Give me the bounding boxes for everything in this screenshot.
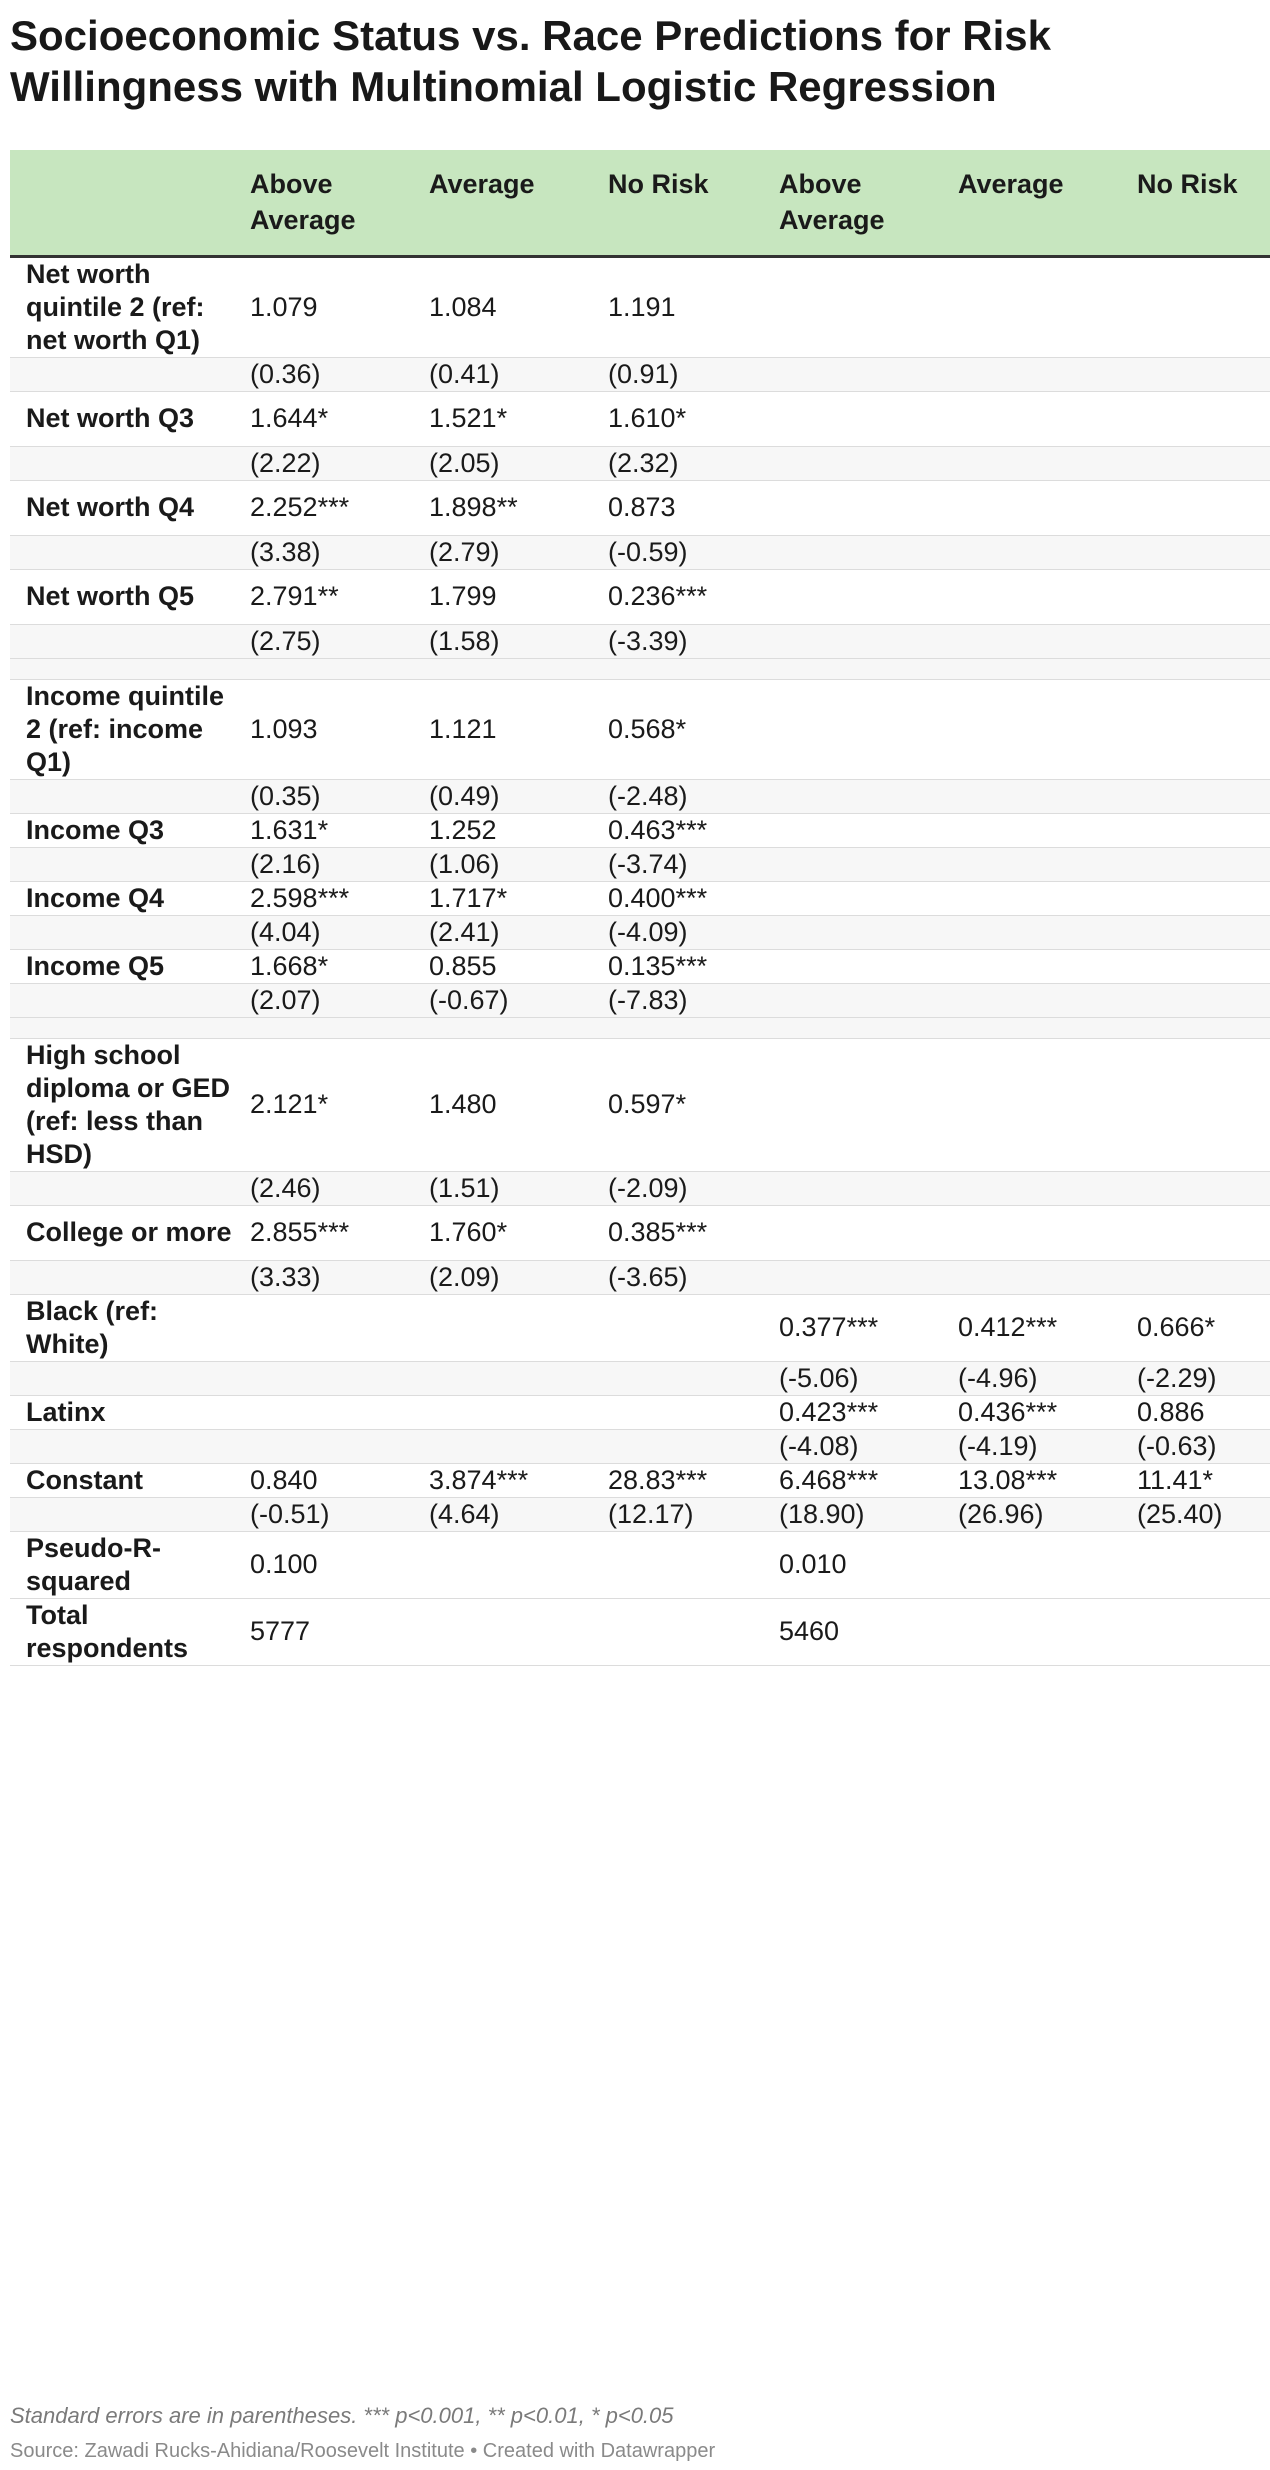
table-cell [606, 1429, 777, 1463]
table-cell: 0.423*** [777, 1395, 956, 1429]
table-cell: (3.38) [248, 535, 427, 569]
table-cell: (2.32) [606, 446, 777, 480]
table-cell: (2.46) [248, 1171, 427, 1205]
table-cell: (0.91) [606, 357, 777, 391]
table-cell: 6.468*** [777, 1463, 956, 1497]
table-row [10, 569, 1270, 624]
table-cell: 0.010 [777, 1531, 956, 1598]
table-cell [248, 1294, 427, 1361]
table-cell [956, 1038, 1135, 1171]
table-cell: 13.08*** [956, 1463, 1135, 1497]
table-cell [777, 624, 956, 658]
table-cell: 1.191 [606, 256, 777, 357]
table-cell [777, 779, 956, 813]
table-cell: 0.886 [1135, 1395, 1270, 1429]
table-cell: (-0.63) [1135, 1429, 1270, 1463]
regression-table-container[interactable] [10, 150, 1238, 2380]
table-row [10, 881, 1270, 915]
table-cell: (3.33) [248, 1260, 427, 1294]
table-cell: (-5.06) [777, 1361, 956, 1395]
table-cell: 5777 [248, 1598, 427, 1665]
table-cell [1135, 949, 1270, 983]
row-label [10, 983, 248, 1017]
table-row [10, 1463, 1270, 1497]
table-cell [427, 1294, 606, 1361]
table-cell [956, 357, 1135, 391]
header-cell-1: Above Average [248, 150, 427, 256]
table-cell: (18.90) [777, 1497, 956, 1531]
row-label: Black (ref: White) [10, 1294, 248, 1361]
table-cell [1135, 1260, 1270, 1294]
table-cell: (25.40) [1135, 1497, 1270, 1531]
table-cell [777, 569, 956, 624]
table-body [10, 256, 1270, 1665]
table-cell [427, 1395, 606, 1429]
row-label: Net worth Q3 [10, 391, 248, 446]
row-label: Income Q4 [10, 881, 248, 915]
table-cell: (-3.65) [606, 1260, 777, 1294]
table-cell [1135, 983, 1270, 1017]
table-cell: 1.760* [427, 1205, 606, 1260]
table-row [10, 391, 1270, 446]
table-cell: 1.121 [427, 679, 606, 779]
row-label [10, 1017, 248, 1038]
table-cell [777, 357, 956, 391]
table-cell: 1.668* [248, 949, 427, 983]
chart-title: Socioeconomic Status vs. Race Predictions for Risk Willingness with Multinomial Logistic Regression [10, 12, 1051, 110]
table-row-se [10, 779, 1270, 813]
table-cell [956, 1260, 1135, 1294]
table-cell [606, 1294, 777, 1361]
table-cell: 11.41* [1135, 1463, 1270, 1497]
table-row [10, 1205, 1270, 1260]
table-cell [1135, 679, 1270, 779]
table-cell: (2.05) [427, 446, 606, 480]
table-cell: 1.480 [427, 1038, 606, 1171]
header-cell-2: Average [427, 150, 606, 256]
table-cell [1135, 256, 1270, 357]
header-cell-5: Average [956, 150, 1135, 256]
table-cell [956, 1171, 1135, 1205]
table-cell: (1.06) [427, 847, 606, 881]
table-cell [606, 1598, 777, 1665]
table-cell: 2.121* [248, 1038, 427, 1171]
table-cell [956, 658, 1135, 679]
table-cell: (-3.74) [606, 847, 777, 881]
table-cell [956, 847, 1135, 881]
table-cell [956, 679, 1135, 779]
table-cell: 1.631* [248, 813, 427, 847]
table-cell [777, 813, 956, 847]
table-cell: 5460 [777, 1598, 956, 1665]
row-label: Net worth Q4 [10, 480, 248, 535]
table-cell: (2.07) [248, 983, 427, 1017]
table-cell [777, 1017, 956, 1038]
table-cell [427, 1361, 606, 1395]
row-label: Income quintile 2 (ref: income Q1) [10, 679, 248, 779]
table-cell: 1.799 [427, 569, 606, 624]
table-cell [777, 535, 956, 569]
table-cell: (-0.67) [427, 983, 606, 1017]
table-cell [427, 658, 606, 679]
table-cell: (-4.96) [956, 1361, 1135, 1395]
table-cell: 0.377*** [777, 1294, 956, 1361]
table-cell [956, 569, 1135, 624]
table-cell [777, 679, 956, 779]
table-cell [427, 1429, 606, 1463]
table-cell [1135, 813, 1270, 847]
table-row-separator [10, 1017, 1270, 1038]
header-cell-6: No Risk [1135, 150, 1270, 256]
table-cell [777, 1260, 956, 1294]
table-row-se [10, 446, 1270, 480]
table-cell [1135, 881, 1270, 915]
row-label [10, 847, 248, 881]
row-label: Net worth quintile 2 (ref: net worth Q1) [10, 256, 248, 357]
table-cell [1135, 1038, 1270, 1171]
table-cell [1135, 569, 1270, 624]
table-cell [956, 480, 1135, 535]
table-cell [1135, 624, 1270, 658]
table-cell [427, 1017, 606, 1038]
table-row-se [10, 1260, 1270, 1294]
table-cell [777, 915, 956, 949]
table-cell: (2.75) [248, 624, 427, 658]
table-cell [777, 881, 956, 915]
table-cell [777, 658, 956, 679]
table-cell [956, 949, 1135, 983]
table-cell [248, 1429, 427, 1463]
row-label [10, 446, 248, 480]
table-cell [777, 256, 956, 357]
table-cell [248, 1395, 427, 1429]
table-cell: 0.873 [606, 480, 777, 535]
table-cell [606, 1361, 777, 1395]
table-cell: (-2.09) [606, 1171, 777, 1205]
table-cell: (-4.08) [777, 1429, 956, 1463]
row-label [10, 1171, 248, 1205]
table-row-se [10, 535, 1270, 569]
table-row [10, 1038, 1270, 1171]
table-cell [606, 658, 777, 679]
table-cell: (1.58) [427, 624, 606, 658]
table-cell [956, 391, 1135, 446]
table-cell: 0.436*** [956, 1395, 1135, 1429]
table-cell [956, 535, 1135, 569]
row-label [10, 1497, 248, 1531]
table-cell [1135, 658, 1270, 679]
row-label: Pseudo-R-squared [10, 1531, 248, 1598]
table-cell [1135, 915, 1270, 949]
table-cell: 0.135*** [606, 949, 777, 983]
table-cell: 1.717* [427, 881, 606, 915]
table-cell [248, 1361, 427, 1395]
header-cell-label [10, 150, 248, 256]
table-cell: 0.463*** [606, 813, 777, 847]
table-cell [956, 1017, 1135, 1038]
table-cell [1135, 1171, 1270, 1205]
table-row [10, 679, 1270, 779]
table-cell: 1.644* [248, 391, 427, 446]
table-cell [777, 847, 956, 881]
header-row [10, 150, 1270, 256]
table-cell [1135, 357, 1270, 391]
table-cell [777, 480, 956, 535]
table-row-separator [10, 658, 1270, 679]
table-row [10, 256, 1270, 357]
table-cell [956, 1598, 1135, 1665]
header-cell-4: Above Average [777, 150, 956, 256]
header-cell-3: No Risk [606, 150, 777, 256]
table-cell [956, 881, 1135, 915]
table-cell: 0.385*** [606, 1205, 777, 1260]
table-cell: 1.610* [606, 391, 777, 446]
table-cell: 2.598*** [248, 881, 427, 915]
row-label: Latinx [10, 1395, 248, 1429]
table-cell [606, 1531, 777, 1598]
table-cell [1135, 1598, 1270, 1665]
table-cell: (-4.19) [956, 1429, 1135, 1463]
table-cell [1135, 1205, 1270, 1260]
row-label [10, 658, 248, 679]
table-row [10, 813, 1270, 847]
table-cell: (0.36) [248, 357, 427, 391]
table-cell: 0.236*** [606, 569, 777, 624]
table-cell: 1.521* [427, 391, 606, 446]
table-cell [606, 1395, 777, 1429]
table-cell [1135, 446, 1270, 480]
row-label [10, 535, 248, 569]
table-cell [248, 1017, 427, 1038]
table-row-se [10, 624, 1270, 658]
table-cell [1135, 1531, 1270, 1598]
table-cell: 2.252*** [248, 480, 427, 535]
table-cell [777, 1038, 956, 1171]
table-cell: (2.09) [427, 1260, 606, 1294]
row-label [10, 624, 248, 658]
table-cell: 0.400*** [606, 881, 777, 915]
table-row [10, 1294, 1270, 1361]
table-row-se [10, 1361, 1270, 1395]
table-cell: 0.597* [606, 1038, 777, 1171]
table-row [10, 1531, 1270, 1598]
source-credit: Source: Zawadi Rucks-Ahidiana/Roosevelt Institute • Created with Datawrapper [10, 2440, 716, 2462]
table-cell: (-3.39) [606, 624, 777, 658]
table-cell: (0.41) [427, 357, 606, 391]
table-row [10, 1395, 1270, 1429]
table-cell: (-2.29) [1135, 1361, 1270, 1395]
row-label: Total respondents [10, 1598, 248, 1665]
table-cell [777, 1171, 956, 1205]
table-cell: 2.855*** [248, 1205, 427, 1260]
table-cell: 0.412*** [956, 1294, 1135, 1361]
row-label [10, 357, 248, 391]
row-label [10, 779, 248, 813]
table-cell [956, 813, 1135, 847]
row-label: High school diploma or GED (ref: less than HSD) [10, 1038, 248, 1171]
table-cell: 1.093 [248, 679, 427, 779]
table-cell [956, 624, 1135, 658]
table-cell: 0.568* [606, 679, 777, 779]
table-cell: (-0.59) [606, 535, 777, 569]
row-label [10, 1260, 248, 1294]
table-cell: 1.252 [427, 813, 606, 847]
table-cell [956, 446, 1135, 480]
row-label: Income Q5 [10, 949, 248, 983]
table-cell: 3.874*** [427, 1463, 606, 1497]
row-label [10, 1429, 248, 1463]
table-cell [427, 1598, 606, 1665]
table-cell [956, 983, 1135, 1017]
table-cell: (0.49) [427, 779, 606, 813]
table-cell: (-0.51) [248, 1497, 427, 1531]
table-cell: (-4.09) [606, 915, 777, 949]
table-row [10, 480, 1270, 535]
table-cell [1135, 391, 1270, 446]
row-label [10, 915, 248, 949]
table-cell [956, 1531, 1135, 1598]
table-cell: (0.35) [248, 779, 427, 813]
row-label [10, 1361, 248, 1395]
table-cell [1135, 779, 1270, 813]
table-cell: 2.791** [248, 569, 427, 624]
row-label: Net worth Q5 [10, 569, 248, 624]
footnote: Standard errors are in parentheses. *** p<0.001, ** p<0.01, * p<0.05 [10, 2403, 674, 2428]
regression-table [10, 150, 1270, 1666]
table-cell: (12.17) [606, 1497, 777, 1531]
table-cell [956, 915, 1135, 949]
row-label: Constant [10, 1463, 248, 1497]
table-cell [956, 1205, 1135, 1260]
table-cell: (-7.83) [606, 983, 777, 1017]
table-cell [956, 779, 1135, 813]
row-label: Income Q3 [10, 813, 248, 847]
table-cell: 28.83*** [606, 1463, 777, 1497]
table-cell: (2.79) [427, 535, 606, 569]
table-cell: (2.16) [248, 847, 427, 881]
table-row-se [10, 983, 1270, 1017]
row-label: College or more [10, 1205, 248, 1260]
table-cell [606, 1017, 777, 1038]
table-row-se [10, 915, 1270, 949]
table-cell [777, 1205, 956, 1260]
table-cell [1135, 1017, 1270, 1038]
table-row-se [10, 357, 1270, 391]
table-row-se [10, 1429, 1270, 1463]
table-cell [1135, 535, 1270, 569]
table-row-se [10, 847, 1270, 881]
table-cell [1135, 480, 1270, 535]
table-cell: 0.840 [248, 1463, 427, 1497]
table-cell: (-2.48) [606, 779, 777, 813]
table-cell [777, 446, 956, 480]
table-cell: 1.898** [427, 480, 606, 535]
table-cell: 0.100 [248, 1531, 427, 1598]
table-cell: (2.22) [248, 446, 427, 480]
table-cell: 1.084 [427, 256, 606, 357]
table-row [10, 1598, 1270, 1665]
table-cell [427, 1531, 606, 1598]
table-cell: 1.079 [248, 256, 427, 357]
table-row-se [10, 1497, 1270, 1531]
table-cell [1135, 847, 1270, 881]
table-cell: (4.64) [427, 1497, 606, 1531]
table-cell [777, 391, 956, 446]
table-cell [777, 949, 956, 983]
table-cell [777, 983, 956, 1017]
table-cell: (26.96) [956, 1497, 1135, 1531]
table-header [10, 150, 1270, 256]
table-row-se [10, 1171, 1270, 1205]
table-row [10, 949, 1270, 983]
table-cell: (2.41) [427, 915, 606, 949]
table-cell: 0.666* [1135, 1294, 1270, 1361]
table-cell [956, 256, 1135, 357]
table-cell [248, 658, 427, 679]
table-cell: 0.855 [427, 949, 606, 983]
table-cell: (4.04) [248, 915, 427, 949]
table-cell: (1.51) [427, 1171, 606, 1205]
